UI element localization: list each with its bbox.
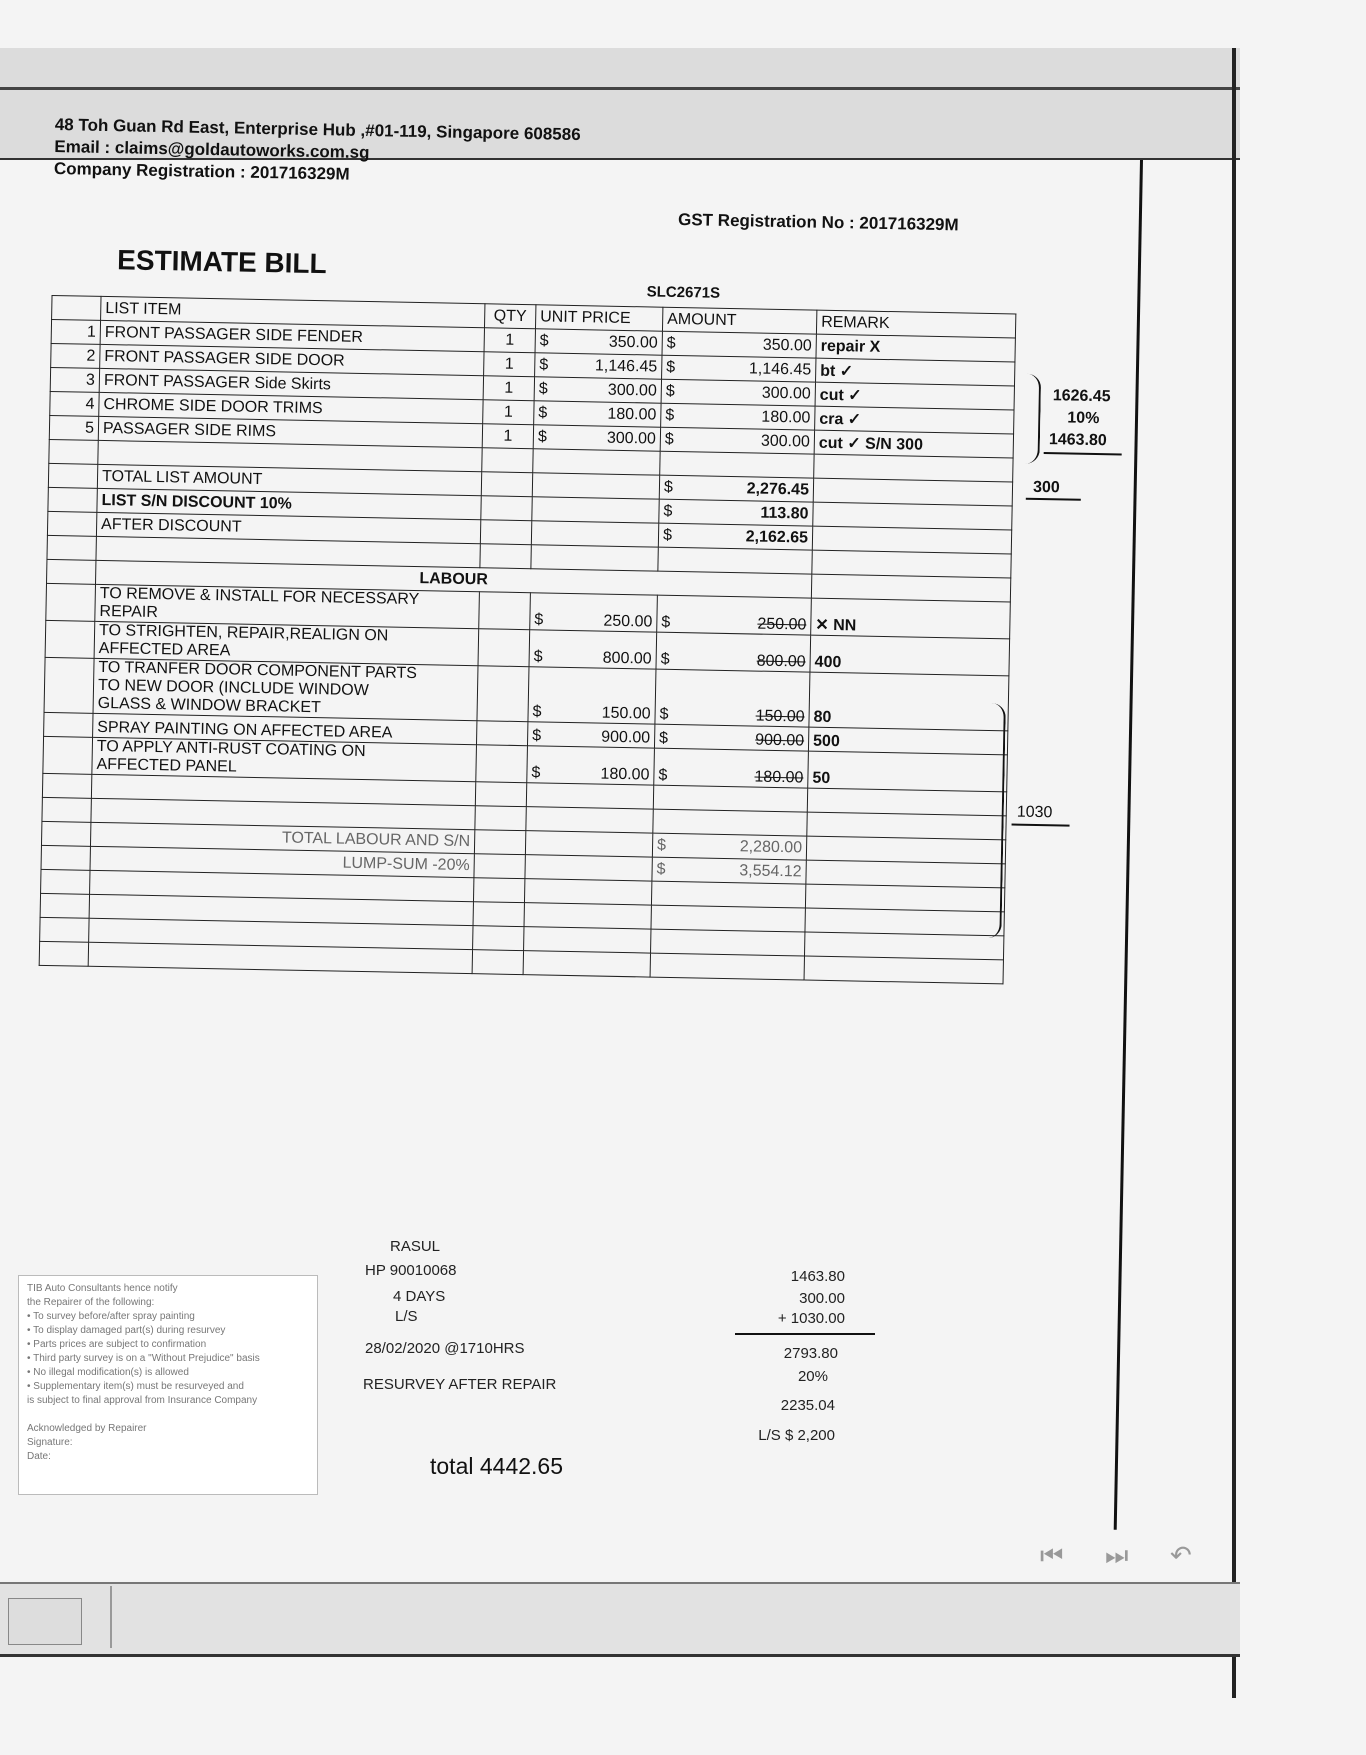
remark: 500	[808, 727, 1007, 755]
remark: 400	[810, 635, 1010, 676]
lump-sum-label: LUMP-SUM -20%	[90, 846, 474, 877]
header-remark: REMARK	[816, 310, 1015, 338]
rotate-icon[interactable]: ↶	[1170, 1540, 1192, 1570]
header-list-item: LIST ITEM	[101, 296, 485, 327]
unit-price: 180.00	[607, 405, 657, 424]
estimate-table	[39, 295, 1017, 984]
amount: 180.00	[754, 768, 804, 787]
unit-price: 150.00	[601, 704, 651, 723]
calc-final: L/S $ 2,200	[758, 1427, 835, 1444]
last-page-icon[interactable]: ⏭	[1105, 1540, 1129, 1570]
discount-row: LIST S/N DISCOUNT 10% $ 113.80	[48, 487, 1012, 530]
item-name: PASSAGER SIDE RIMS	[98, 416, 482, 447]
discount-value: 113.80	[760, 504, 809, 523]
remark: 80	[809, 672, 1009, 731]
unit-price: 1,146.45	[594, 356, 658, 376]
items-bracket	[1023, 374, 1041, 464]
amount: 900.00	[755, 731, 805, 750]
discount-label: LIST S/N DISCOUNT 10%	[97, 488, 481, 519]
surveyor-notice-stamp: TIB Auto Consultants hence notify the Repairer of the following: • To survey before/after spray painting • To display damaged part(s) during resurvey • Parts prices are subject to confirmation • Third party survey is on a "Without Prejudice" basis • No illegal modification(s) is allowed • Supplementary item(s) must be resurveyed and is subject to final approval from Insurance Company Acknowledged by Repairer Signature: Date:	[18, 1275, 318, 1495]
signoff-datetime: 28/02/2020 @1710HRS	[365, 1340, 525, 1357]
item-name: FRONT PASSAGER SIDE DOOR	[100, 344, 484, 375]
item-name: CHROME SIDE DOOR TRIMS	[99, 392, 483, 423]
table-row: 3 FRONT PASSAGER Side Skirts 1 $ 300.00 $ 300.00 cut ✓	[50, 367, 1014, 410]
window-top-edge	[0, 87, 1240, 90]
unit-price: 800.00	[602, 649, 652, 668]
calc-line-2: 300.00	[799, 1290, 845, 1307]
gst-registration: GST Registration No : 201716329M	[677, 209, 959, 235]
signoff-days: 4 DAYS	[393, 1288, 446, 1305]
total-labour-value: 2,280.00	[739, 837, 803, 856]
after-discount-value: 2,162.65	[745, 527, 809, 547]
total-list-row: TOTAL LIST AMOUNT $ 2,276.45	[48, 463, 1012, 506]
first-page-icon[interactable]: ⏮	[1040, 1540, 1064, 1570]
unit-price: 900.00	[601, 728, 651, 747]
total-note: total 4442.65	[430, 1453, 564, 1479]
signoff-resurvey: RESURVEY AFTER REPAIR	[363, 1376, 557, 1393]
document-title: ESTIMATE BILL	[116, 244, 327, 280]
total-list-value: 2,276.45	[746, 479, 810, 499]
amount: 800.00	[756, 652, 806, 671]
amount: 300.00	[761, 384, 811, 403]
labour-total-underline	[1012, 823, 1070, 826]
signoff-phone: HP 90010068	[365, 1262, 457, 1279]
remark: 50	[808, 751, 1008, 792]
bracket-result: 1463.80	[1048, 431, 1107, 450]
company-registration: Company Registration : 201716329M	[53, 158, 350, 184]
sn-value: 300	[1032, 478, 1060, 497]
header-unit-price: UNIT PRICE	[535, 305, 662, 331]
unit-price: 180.00	[600, 765, 650, 784]
page-thumbnail[interactable]	[8, 1598, 82, 1645]
calc-line-3: + 1030.00	[777, 1310, 845, 1327]
remark: repair X	[816, 334, 1015, 362]
table-row: 4 CHROME SIDE DOOR TRIMS 1 $ 180.00 $ 180.00 cra ✓	[50, 391, 1014, 434]
total-labour-row: TOTAL LABOUR AND S/N $ 2,280.00	[41, 821, 1005, 864]
total-labour-label: TOTAL LABOUR AND S/N	[90, 822, 474, 853]
page-right-edge	[1232, 48, 1236, 1698]
total-list-label: TOTAL LIST AMOUNT	[97, 464, 481, 495]
table-row: TO STRIGHTEN, REPAIR,REALIGN ON AFFECTED AREA $ 800.00 $ 800.00 400	[45, 620, 1010, 675]
amount: 1,146.45	[748, 359, 812, 379]
after-discount-row: AFTER DISCOUNT $ 2,162.65	[47, 511, 1011, 554]
bracket-percent: 10%	[1067, 409, 1100, 428]
header-qty: QTY	[484, 304, 535, 329]
lump-sum-value: 3,554.12	[739, 861, 802, 880]
calc-result: 2235.04	[780, 1397, 835, 1414]
table-row: 5 PASSAGER SIDE RIMS 1 $ 300.00 $ 300.00 cut ✓ S/N 300	[49, 415, 1013, 458]
labour-bracket	[977, 703, 1006, 938]
amount: 180.00	[761, 408, 811, 427]
table-row: TO APPLY ANTI-RUST COATING ON AFFECTED PANEL $ 180.00 $ 180.00 50	[43, 736, 1008, 791]
estimate-sheet	[34, 115, 1111, 1234]
remark: cra ✓	[815, 406, 1014, 434]
reference-number: SLC2671S	[646, 283, 721, 302]
table-row: TO TRANFER DOOR COMPONENT PARTS TO NEW DOOR (INCLUDE WINDOW GLASS & WINDOW BRACKET $ 150.00 $ 150.00 80	[44, 657, 1009, 730]
labour-total: 1030	[1016, 803, 1053, 822]
calc-line-1: 1463.80	[790, 1268, 845, 1285]
signoff-ls: L/S	[395, 1308, 418, 1325]
calc-subtotal: 2793.80	[783, 1345, 838, 1362]
remark: ✕ NN	[811, 598, 1011, 639]
remark: cut ✓	[815, 382, 1014, 410]
lump-sum-row: LUMP-SUM -20% $ 3,554.12	[41, 845, 1005, 888]
item-name: FRONT PASSAGER SIDE FENDER	[100, 320, 484, 351]
amount: 250.00	[757, 615, 807, 634]
remark: cut ✓ S/N 300	[814, 430, 1013, 458]
header-amount: AMOUNT	[662, 307, 816, 334]
amount: 350.00	[762, 336, 812, 355]
table-row: 1 FRONT PASSAGER SIDE FENDER 1 $ 350.00 $ 350.00 repair X	[51, 319, 1015, 362]
company-address: 48 Toh Guan Rd East, Enterprise Hub ,#01-119, Singapore 608586	[54, 115, 581, 145]
unit-price: 300.00	[607, 381, 657, 400]
calc-percent: 20%	[797, 1368, 828, 1385]
unit-price: 250.00	[603, 612, 653, 631]
bracket-sum: 1626.45	[1052, 387, 1111, 406]
after-discount-label: AFTER DISCOUNT	[96, 512, 480, 543]
toolbar-separator	[110, 1586, 112, 1648]
signoff-name: RASUL	[390, 1238, 441, 1255]
unit-price: 350.00	[608, 333, 658, 352]
table-row: TO REMOVE & INSTALL FOR NECESSARY REPAIR $ 250.00 $ 250.00 ✕ NN	[46, 583, 1011, 638]
viewer-bottom-bar	[0, 1582, 1240, 1657]
amount: 150.00	[755, 707, 805, 726]
company-email: Email : claims@goldautoworks.com.sg	[54, 136, 370, 163]
item-name: FRONT PASSAGER Side Skirts	[99, 368, 483, 399]
labour-header: LABOUR	[95, 560, 811, 598]
table-row: SPRAY PAINTING ON AFFECTED AREA $ 900.00 $ 900.00 500	[44, 712, 1008, 755]
amount: 300.00	[760, 432, 811, 451]
table-row: 2 FRONT PASSAGER SIDE DOOR 1 $ 1,146.45 $ 1,146.45 bt ✓	[51, 343, 1015, 386]
unit-price: 300.00	[606, 429, 657, 448]
remark: bt ✓	[816, 358, 1015, 386]
calc-underline	[735, 1333, 875, 1335]
